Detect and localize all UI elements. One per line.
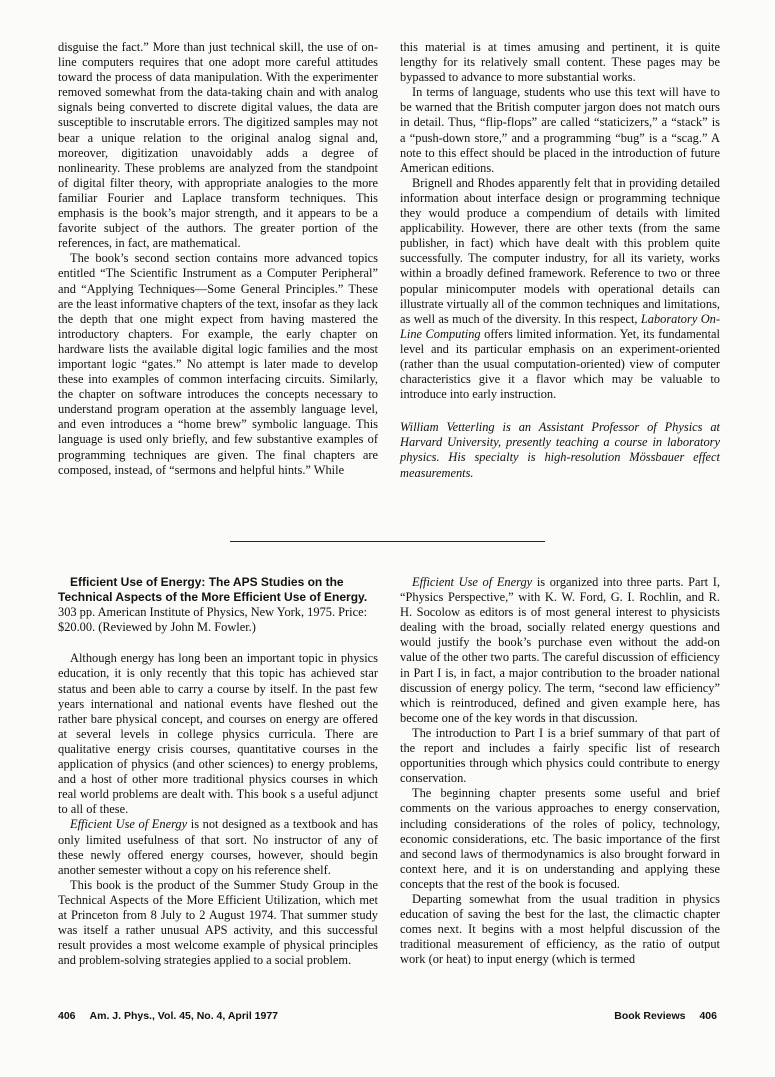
top-left-column (58, 40, 378, 478)
spacer (58, 635, 378, 651)
review-meta: 303 pp. American Institute of Physics, New York, 1975. Price: $20.00. (Reviewed by John M. Fowler.) (58, 605, 368, 635)
paragraph: disguise the fact.” More than just technical skill, the use of on-line computers requires that one adopt more careful attitudes toward the process of data manipulation. With the experimenter removed somewhat from the data-taking chain and with analog signals being converted to discrete digital values, the data are susceptible to inscrutable errors. The digitized samples may not bear a unique relation to the original analog signal and, moreover, digitization unavoidably adds a degree of nonlinearity. These problems are analyzed from the standpoint of digital filter theory, with appropriate analogies to the more familiar Fourier and Laplace transform techniques. This emphasis is the book’s major strength, and it appears to be a favorite subject of the authors. The greater portion of the references, in fact, are mathematical. (58, 40, 378, 251)
paragraph-text: is organized into three parts. Part I, “Physics Perspective,” with K. W. Ford, G. I. Rochlin, and R. H. Socolow as editors is of most general interest to physicists dealing with the broad, socially related energy questions and would justify the book’s purchase even without the add-on value of the other two parts. The careful discussion of efficiency in Part I is, in fact, a major contribution to the broader national discussion of energy policy. The term, “second law efficiency” which is reintroduced, defined and given example here, has become one of the key words in that discussion. (400, 575, 720, 725)
page-number-left: 406 (58, 1010, 76, 1022)
journal-citation: Am. J. Phys., Vol. 45, No. 4, April 1977 (89, 1010, 279, 1022)
section-name: Book Reviews (614, 1010, 686, 1022)
paragraph (400, 575, 720, 726)
paragraph: In terms of language, students who use this text will have to be warned that the British computer jargon does not match ours in detail. Thus, “flip-flops” are called “staticizers,” a “stack” is a “push-down store,” and a programming “bug” is a “scag.” A note to this effect should be placed in the introduction of future American editions. (400, 85, 720, 175)
section-divider (230, 541, 545, 542)
page-number-right: 406 (699, 1010, 717, 1022)
book-title-italic: Efficient Use of Energy (412, 575, 533, 589)
bottom-right-column (400, 575, 720, 967)
paragraph: The introduction to Part I is a brief summary of that part of the report and includes a fairly specific list of research opportunities through which physics could contribute to energy conservation. (400, 725, 720, 786)
paragraph-text: offers limited information. Yet, its fundamental level and its particular emphasis on an experiment-oriented (rather than the usual computation-oriented) view of computer characteristics give it a flavor which may be valuable to introduce into early instruction. (400, 326, 720, 402)
paragraph: Departing somewhat from the usual tradition in physics education of saving the best for the last, the climactic chapter comes next. It begins with a most helpful discussion of the traditional measurement of efficiency, as the ratio of output work (or heat) to input energy (which is termed (400, 891, 720, 967)
book-title-italic: Laboratory On-Line Computing (400, 311, 720, 341)
top-right-column (400, 40, 720, 481)
paragraph: Although energy has long been an important topic in physics education, it is only recently that this topic has achieved star status and been able to carry a course by itself. In the past few years international and national events have fleshed out the rather bare physical concept, and courses on energy are offered at several levels in college physics curricula. There are qualitative energy crisis courses, quantitative courses in the application of physics (and other sciences) to energy problems, and a host of other more traditional physics courses in which real world problems are dealt with. This book s a useful adjunct to all of these. (58, 651, 378, 817)
paragraph (400, 176, 720, 402)
paragraph: The book’s second section contains more advanced topics entitled “The Scientific Instrument as a Computer Peripheral” and “Applying Techniques—Some General Principles.” These are the least informative chapters of the text, insofar as they lack the depth that one might expect from having mastered the introductory chapters. For example, the early chapter on hardware lists the available digital logic families and the most important logic “gates.” No attempt is later made to develop these into examples of common interfacing circuits. Similarly, the chapter on software introduces the concepts necessary to understand program operation at the assembly language level, and even introduces a “home brew” symbolic language. This language is used only briefly, and few substantive examples of programming techniques are given. The final chapters are composed, instead, of “sermons and helpful hints.” While (58, 251, 378, 477)
review-title-text: Efficient Use of Energy: The APS Studies on the Technical Aspects of the More Efficient Use of Energy. (58, 575, 368, 605)
bottom-left-column (58, 575, 378, 968)
review-title (58, 575, 378, 635)
paragraph: The beginning chapter presents some useful and brief comments on the various approaches to energy conservation, including considerations of the roles of policy, technology, economic considerations, etc. The basic importance of the first and second laws of thermodynamics is also brought forward in context here, and it is on understanding and applying these concepts that the rest of the book is focused. (400, 786, 720, 891)
paragraph: This book is the product of the Summer Study Group in the Technical Aspects of the More Efficient Utilization, which met at Princeton from 8 July to 2 August 1974. That summer study was itself a rather unusual APS activity, and this successful result provides a most welcome example of physical principles and problem-solving strategies applied to a social problem. (58, 877, 378, 968)
paragraph-text: Brignell and Rhodes apparently felt that in providing detailed information about interface design or programming technique they would produce a compendium of details with limited applicability. However, there are other texts (from the same publisher, in fact) which have dealt with this problem quite successfully. The computer industry, for all its variety, works within a broadly defined framework. Reference to two or three popular minicomputer models with operational details can illustrate virtually all of the common techniques and limitations, as well as much of the diversity. In this respect, (400, 175, 720, 326)
footer-left (58, 1010, 292, 1022)
reviewer-bio: William Vetterling is an Assistant Professor of Physics at Harvard University, presently teaching a course in laboratory physics. His specialty is high-resolution Mössbauer effect measurements. (400, 420, 720, 480)
paragraph: this material is at times amusing and pertinent, it is quite lengthy for its relatively small content. These pages may be bypassed to advance to more substantial works. (400, 40, 720, 85)
paragraph (58, 817, 378, 877)
footer-right (600, 1010, 717, 1022)
book-title-italic: Efficient Use of Energy (70, 817, 188, 832)
paragraph-text: is not designed as a textbook and has only limited usefulness of that sort. No instructor of any of these newly offered energy courses, however, should begin another semester without a copy on his reference shelf. (58, 817, 378, 877)
